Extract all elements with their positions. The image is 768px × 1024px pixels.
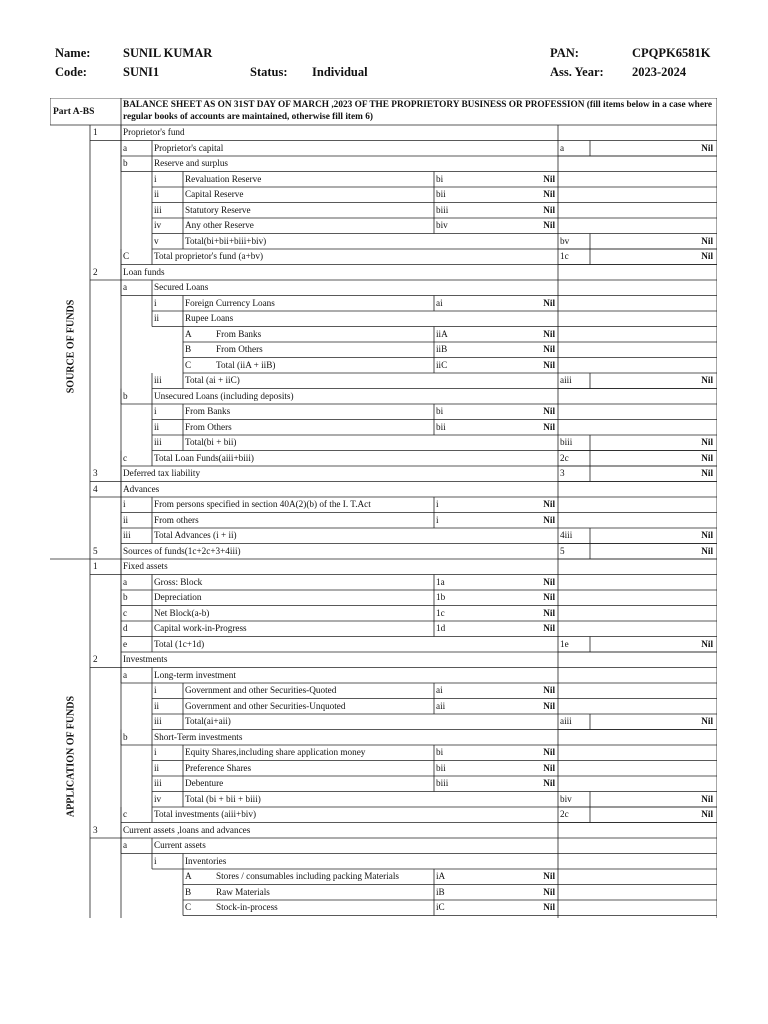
- row-total-code: 3: [560, 468, 565, 478]
- row-value: Nil: [543, 499, 555, 509]
- row-description: From Others: [216, 344, 263, 354]
- row-description: Stock-in-process: [216, 902, 278, 912]
- row-total-value: Nil: [701, 142, 713, 153]
- row-value: Nil: [543, 328, 555, 339]
- row-index: 3: [93, 824, 98, 835]
- row-marker: ii: [154, 762, 160, 773]
- row-index: 1: [93, 127, 98, 137]
- row-value: Nil: [543, 592, 555, 602]
- row-code: biii: [436, 204, 449, 215]
- row-label: Net Block(a-b): [154, 607, 210, 618]
- row-marker: iii: [154, 375, 162, 385]
- row-value: Nil: [543, 173, 555, 184]
- row-marker: b: [123, 731, 128, 742]
- row-value: Nil: [543, 902, 555, 912]
- row-code: bii: [436, 762, 446, 773]
- row-marker: iii: [154, 437, 162, 447]
- row-marker: ii: [154, 700, 160, 711]
- row-code: biv: [436, 220, 448, 230]
- row-label: Long-term investment: [154, 669, 236, 680]
- row-total-code: biii: [560, 437, 573, 447]
- row-marker: i: [154, 855, 157, 866]
- row-marker: iii: [154, 716, 162, 726]
- row-code: bi: [436, 747, 444, 757]
- row-marker: i: [154, 297, 157, 308]
- row-total-value: Nil: [701, 375, 713, 385]
- row-marker: ii: [154, 313, 160, 323]
- row-index: 3: [93, 468, 98, 478]
- row-code: i: [436, 514, 439, 525]
- row-label: Secured Loans: [154, 282, 209, 292]
- row-total-value: Nil: [701, 251, 713, 261]
- row-label: Advances: [123, 483, 160, 494]
- row-total-value: Nil: [701, 809, 713, 819]
- row-code: iiA: [436, 328, 448, 339]
- row-description: From Banks: [216, 328, 262, 339]
- row-label: Fixed assets: [123, 561, 168, 571]
- row-value: Nil: [543, 576, 555, 587]
- application-of-funds-label: APPLICATION OF FUNDS: [65, 695, 77, 818]
- row-code: bi: [436, 406, 444, 416]
- row-index: 2: [93, 266, 98, 277]
- row-description: Total (iiA + iiB): [216, 359, 276, 370]
- row-label: Short-Term investments: [154, 731, 243, 742]
- row-total-value: Nil: [701, 545, 713, 556]
- row-value: Nil: [543, 297, 555, 308]
- row-code: 1d: [436, 623, 446, 633]
- row-code: bii: [436, 421, 446, 432]
- row-total-value: Nil: [701, 235, 713, 246]
- row-value: Nil: [543, 747, 555, 757]
- row-description: Government and other Securities-Quoted: [185, 685, 337, 695]
- row-description: Total (bi + bii + biii): [185, 793, 261, 804]
- assessment-year-value: 2023-2024: [632, 65, 687, 79]
- row-total-code: a: [560, 142, 565, 153]
- pan-label: PAN:: [550, 46, 579, 60]
- row-marker: B: [185, 886, 192, 897]
- row-description: From Banks: [185, 406, 231, 416]
- row-marker: a: [123, 576, 128, 587]
- row-marker: b: [123, 592, 128, 602]
- row-value: Nil: [543, 762, 555, 773]
- row-label: From others: [154, 514, 199, 525]
- row-index: 2: [93, 654, 98, 664]
- row-marker: b: [123, 158, 128, 168]
- row-code: iC: [436, 902, 445, 912]
- row-label: Total proprietor's fund (a+bv): [154, 251, 264, 261]
- row-marker: i: [154, 173, 157, 184]
- row-total-value: Nil: [701, 468, 713, 478]
- row-description: Raw Materials: [216, 886, 270, 897]
- row-marker: c: [123, 809, 128, 819]
- row-value: Nil: [543, 607, 555, 618]
- row-code: iB: [436, 886, 445, 897]
- row-marker: c: [123, 607, 128, 618]
- row-value: Nil: [543, 421, 555, 432]
- row-marker: i: [154, 406, 157, 416]
- name-value: SUNIL KUMAR: [123, 46, 213, 60]
- row-description: Total (ai + iiC): [185, 375, 240, 385]
- row-label: Proprietor's capital: [154, 142, 224, 153]
- row-description: Capital Reserve: [185, 189, 244, 199]
- part-label: Part A-BS: [53, 107, 95, 117]
- row-label: Total (1c+1d): [154, 638, 205, 649]
- row-value: Nil: [543, 886, 555, 897]
- row-code: 1a: [436, 576, 445, 587]
- row-marker: C: [185, 902, 192, 912]
- row-label: Depreciation: [154, 592, 202, 602]
- row-label: Total Loan Funds(aiii+biii): [154, 452, 254, 463]
- sheet-title: BALANCE SHEET AS ON 31ST DAY OF MARCH ,2023 OF THE PROPRIETORY BUSINESS OR PROFESSION (fill items below in a case where regular books of accounts are maintained, otherwise fill item 6): [123, 100, 713, 122]
- row-marker: iv: [154, 793, 162, 804]
- row-label: Current assets ,loans and advances: [123, 824, 251, 835]
- row-label: Sources of funds(1c+2c+3+4iii): [123, 545, 241, 556]
- row-marker: C: [123, 251, 130, 261]
- row-value: Nil: [543, 623, 555, 633]
- row-value: Nil: [543, 344, 555, 354]
- row-label: Investments: [123, 654, 168, 664]
- row-label: Reserve and surplus: [154, 158, 228, 168]
- row-code: bi: [436, 173, 444, 184]
- row-index: 4: [93, 483, 98, 494]
- row-total-code: biv: [560, 793, 572, 804]
- row-total-code: 2c: [560, 809, 569, 819]
- row-description: Total(bi + bii): [185, 437, 237, 447]
- row-label: Unsecured Loans (including deposits): [154, 390, 294, 401]
- row-marker: a: [123, 142, 128, 153]
- row-code: aii: [436, 700, 446, 711]
- row-marker: iii: [154, 778, 162, 788]
- row-label: Deferred tax liability: [123, 468, 201, 478]
- row-code: iiC: [436, 359, 448, 370]
- row-total-code: 2c: [560, 452, 569, 463]
- row-description: Government and other Securities-Unquoted: [185, 700, 346, 711]
- row-description: Any other Reserve: [185, 220, 254, 230]
- row-marker: b: [123, 390, 128, 401]
- row-label: Total Advances (i + ii): [154, 530, 237, 540]
- row-value: Nil: [543, 778, 555, 788]
- pan-value: CPQPK6581K: [632, 46, 711, 60]
- row-description: Foreign Currency Loans: [185, 297, 275, 308]
- name-label: Name:: [55, 46, 91, 60]
- row-marker: iii: [123, 530, 131, 540]
- row-marker: a: [123, 282, 128, 292]
- row-marker: C: [185, 359, 192, 370]
- row-code: biii: [436, 778, 449, 788]
- row-value: Nil: [543, 189, 555, 199]
- code-label: Code:: [55, 65, 87, 79]
- row-marker: ii: [154, 421, 160, 432]
- row-code: iiB: [436, 344, 448, 354]
- assessment-year-label: Ass. Year:: [550, 65, 604, 79]
- row-marker: ii: [154, 189, 160, 199]
- row-total-code: 4iii: [560, 530, 573, 540]
- row-marker: d: [123, 623, 128, 633]
- row-total-value: Nil: [701, 530, 713, 540]
- row-marker: B: [185, 344, 192, 354]
- row-marker: A: [185, 328, 192, 339]
- row-value: Nil: [543, 406, 555, 416]
- row-code: 1b: [436, 592, 446, 602]
- row-marker: c: [123, 452, 128, 463]
- row-description: Total(ai+aii): [185, 716, 231, 726]
- row-marker: a: [123, 840, 128, 850]
- row-code: ai: [436, 685, 443, 695]
- row-label: Inventories: [185, 855, 227, 866]
- row-description: Preference Shares: [185, 762, 252, 773]
- row-description: Stores / consumables including packing Materials: [216, 871, 399, 881]
- row-marker: iv: [154, 220, 162, 230]
- code-value: SUNI1: [123, 65, 160, 79]
- row-marker: iii: [154, 204, 162, 215]
- row-code: iA: [436, 871, 446, 881]
- row-total-value: Nil: [701, 437, 713, 447]
- row-description: Revaluation Reserve: [185, 173, 262, 184]
- row-marker: e: [123, 638, 128, 649]
- row-total-code: 1e: [560, 638, 569, 649]
- row-total-code: 1c: [560, 251, 569, 261]
- status-label: Status:: [250, 65, 288, 79]
- row-total-code: aiii: [560, 716, 572, 726]
- row-description: From Others: [185, 421, 232, 432]
- row-marker: ii: [123, 514, 129, 525]
- source-of-funds-label: SOURCE OF FUNDS: [65, 299, 77, 394]
- row-description: Equity Shares,including share application money: [185, 747, 366, 757]
- row-total-value: Nil: [701, 452, 713, 463]
- row-value: Nil: [543, 871, 555, 881]
- row-value: Nil: [543, 204, 555, 215]
- row-code: i: [436, 499, 439, 509]
- row-description: Statutory Reserve: [185, 204, 251, 215]
- row-value: Nil: [543, 359, 555, 370]
- row-value: Nil: [543, 220, 555, 230]
- row-marker: i: [123, 499, 126, 509]
- row-total-value: Nil: [701, 793, 713, 804]
- row-description: Rupee Loans: [185, 313, 234, 323]
- row-total-code: 5: [560, 545, 565, 556]
- row-marker: i: [154, 747, 157, 757]
- row-total-code: aiii: [560, 375, 572, 385]
- row-label: From persons specified in section 40A(2)(b) of the I. T.Act: [154, 499, 371, 509]
- row-label: Proprietor's fund: [123, 127, 185, 137]
- balance-sheet-table: [50, 98, 717, 918]
- row-value: Nil: [543, 700, 555, 711]
- row-index: 5: [93, 545, 98, 556]
- row-marker: v: [154, 235, 159, 246]
- row-label: Capital work-in-Progress: [154, 623, 247, 633]
- row-code: bii: [436, 189, 446, 199]
- row-marker: i: [154, 685, 157, 695]
- status-value: Individual: [312, 65, 368, 79]
- row-description: Debenture: [185, 778, 224, 788]
- row-description: Total(bi+bii+biii+biv): [185, 235, 267, 246]
- row-marker: a: [123, 669, 128, 680]
- row-total-value: Nil: [701, 716, 713, 726]
- row-total-code: bv: [560, 235, 570, 246]
- row-value: Nil: [543, 514, 555, 525]
- row-label: Current assets: [154, 840, 206, 850]
- row-total-value: Nil: [701, 638, 713, 649]
- row-code: ai: [436, 297, 443, 308]
- row-code: 1c: [436, 607, 445, 618]
- row-value: Nil: [543, 685, 555, 695]
- row-label: Loan funds: [123, 266, 165, 277]
- row-label: Gross: Block: [154, 576, 203, 587]
- row-marker: A: [185, 871, 192, 881]
- row-index: 1: [93, 561, 98, 571]
- row-label: Total investments (aiii+biv): [154, 809, 257, 819]
